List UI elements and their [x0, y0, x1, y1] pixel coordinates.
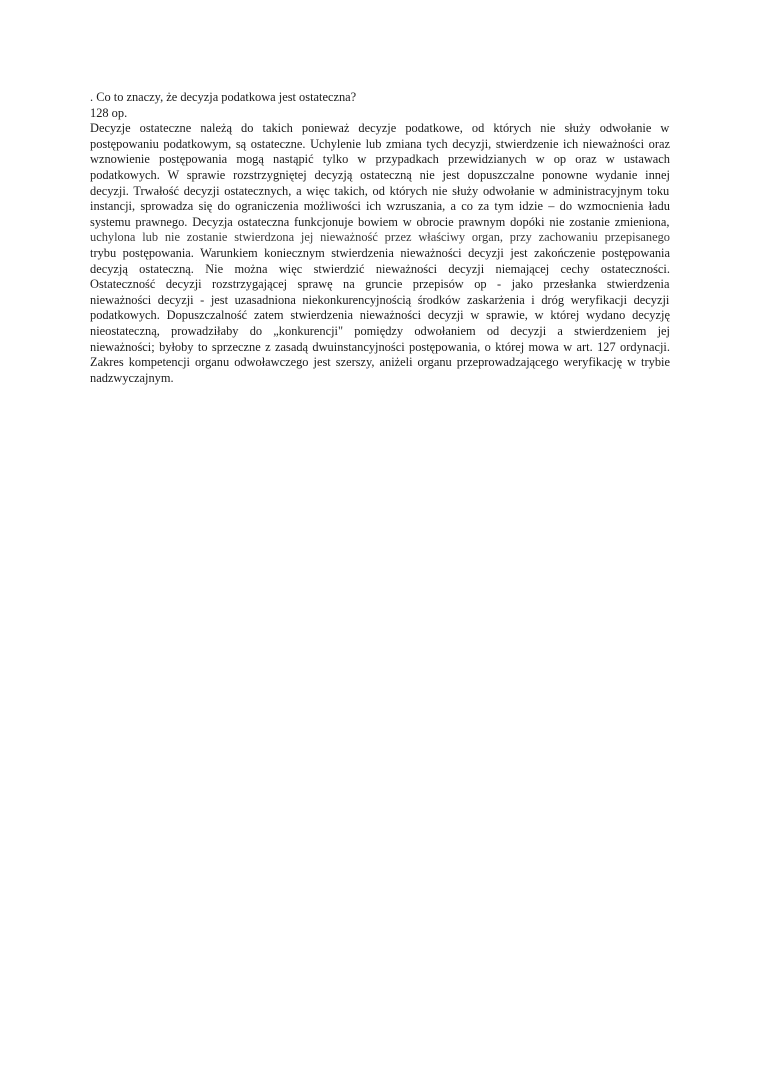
paragraph-line: wznowienie postępowania mogą nastąpić tylko w przypadkach przewidzianych w op oraz w ustawach: [90, 152, 670, 167]
paragraph-line: nieważności decyzji - jest uzasadniona niekonkurencyjnością środków zaskarżenia i dróg weryfikacji decyzji: [90, 292, 670, 307]
paragraph-line: trybu postępowania. Warunkiem koniecznym stwierdzenia nieważności decyzji jest zakończenie postępowania: [90, 245, 670, 260]
paragraph-line: postępowaniu podatkowym, są ostateczne. Uchylenie lub zmiana tych decyzji, stwierdzenie ich nieważności oraz: [90, 136, 670, 151]
paragraph-line: nieważności; byłoby to sprzeczne z zasadą dwuinstancyjności postępowania, o której mowa w art. 127 ordynacji.: [90, 339, 670, 354]
paragraph-line: decyzją ostateczną. Nie można więc stwierdzić nieważności decyzji niemającej cechy ostateczności.: [90, 261, 670, 276]
paragraph-line: nadzwyczajnym.: [90, 370, 174, 385]
answer-paragraph: [90, 121, 670, 386]
document-body: [90, 90, 670, 386]
paragraph-line: Decyzje ostateczne należą do takich ponieważ decyzje podatkowe, od których nie służy odwołanie w: [90, 121, 670, 136]
paragraph-line: decyzji. Trwałość decyzji ostatecznych, a więc takich, od których nie służy odwołanie w administracyjnym toku: [90, 183, 670, 198]
paragraph-line: podatkowych. Dopuszczalność zatem stwierdzenia nieważności decyzji w sprawie, w której wydano decyzję: [90, 308, 670, 323]
paragraph-line: instancji, sprowadza się do ograniczenia możliwości ich wzruszania, a co za tym idzie – do wzmocnienia ładu: [90, 199, 670, 214]
paragraph-line: Ostateczność decyzji rozstrzygającej sprawę na gruncie przepisów op - jako przesłanka stwierdzenia: [90, 277, 670, 292]
paragraph-line: podatkowych. W sprawie rozstrzygniętej decyzją ostateczną nie jest dopuszczalne ponowne wydanie innej: [90, 167, 670, 182]
paragraph-line: uchylona lub nie zostanie stwierdzona jej nieważność przez właściwy organ, przy zachowaniu przepisanego: [90, 230, 670, 245]
paragraph-line: nieostateczną, prowadziłaby do „konkurencji" pomiędzy odwołaniem od decyzji a stwierdzeniem jej: [90, 323, 670, 338]
article-reference: 128 op.: [90, 105, 128, 120]
question-heading: . Co to znaczy, że decyzja podatkowa jest ostateczna?: [90, 90, 357, 104]
paragraph-line: systemu prawnego. Decyzja ostateczna funkcjonuje bowiem w obrocie prawnym dopóki nie zostanie zmieniona,: [90, 214, 670, 229]
paragraph-line: Zakres kompetencji organu odwoławczego jest szerszy, aniżeli organu przeprowadzającego weryfikację w trybie: [90, 355, 670, 370]
